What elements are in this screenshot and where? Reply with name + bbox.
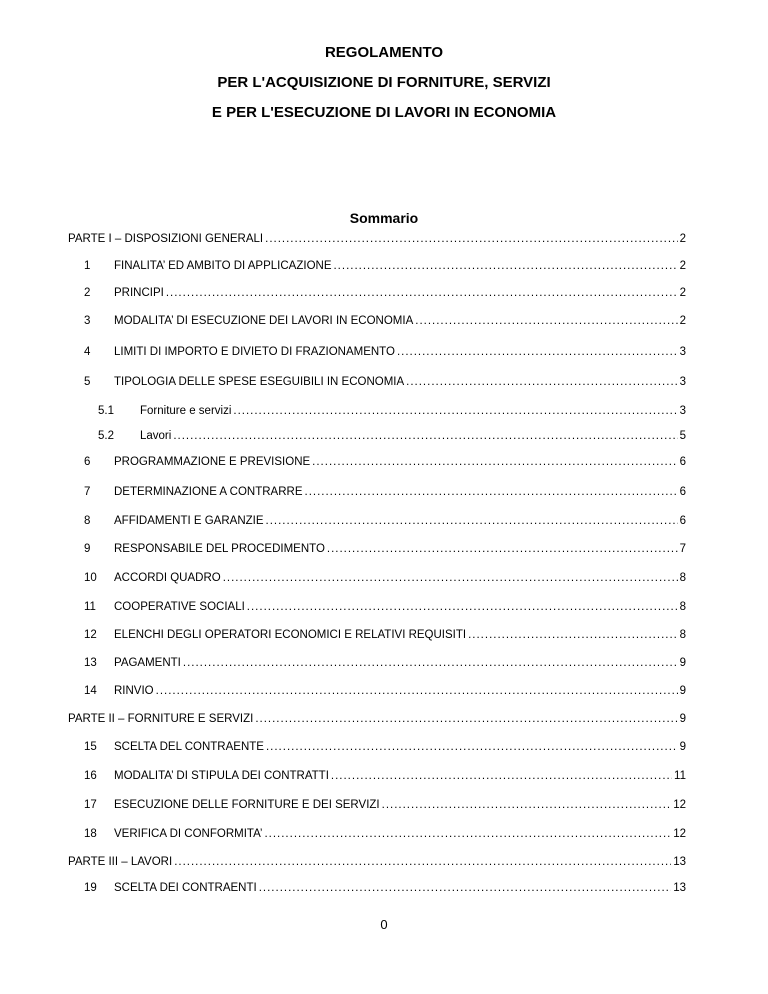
toc-entry-number: 7 bbox=[84, 486, 91, 498]
toc-entry-page: 12 bbox=[673, 828, 686, 840]
toc-entry-title: PAGAMENTI bbox=[114, 657, 181, 669]
toc-entry-title: Lavori bbox=[140, 430, 172, 442]
toc-dot-leader bbox=[415, 312, 677, 330]
toc-dot-leader bbox=[166, 284, 678, 302]
toc-dot-leader bbox=[382, 796, 672, 814]
toc-entry[interactable] bbox=[84, 654, 686, 672]
toc-dot-leader bbox=[247, 598, 678, 616]
toc-entry-title: PARTE I – DISPOSIZIONI GENERALI bbox=[68, 233, 264, 245]
toc-entry-title: VERIFICA DI CONFORMITA’ bbox=[114, 828, 263, 840]
toc-entry[interactable] bbox=[84, 796, 686, 814]
toc-entry-number: 17 bbox=[84, 799, 97, 811]
toc-entry-title: ELENCHI DEGLI OPERATORI ECONOMICI E RELATIVI REQUISITI bbox=[114, 629, 467, 641]
toc-entry-page: 6 bbox=[679, 486, 686, 498]
toc-entry-number: 5.1 bbox=[98, 405, 114, 417]
toc-entry-page: 2 bbox=[679, 315, 686, 327]
toc-entry[interactable] bbox=[84, 569, 686, 587]
toc-dot-leader bbox=[468, 626, 678, 644]
toc-entry[interactable] bbox=[98, 427, 686, 445]
toc-entry-page: 3 bbox=[679, 376, 686, 388]
toc-entry-title: COOPERATIVE SOCIALI bbox=[114, 601, 245, 613]
toc-entry[interactable] bbox=[84, 767, 686, 785]
toc-entry-title: PRINCIPI bbox=[114, 287, 164, 299]
toc-entry-number: 6 bbox=[84, 456, 91, 468]
toc-entry[interactable] bbox=[84, 343, 686, 361]
toc-dot-leader bbox=[255, 710, 677, 728]
toc-entry-number: 8 bbox=[84, 515, 91, 527]
toc-entry-title: MODALITA’ DI ESECUZIONE DEI LAVORI IN ECONOMIA bbox=[114, 315, 414, 327]
toc-dot-leader bbox=[327, 540, 678, 558]
toc-entry-page: 3 bbox=[679, 405, 686, 417]
toc-entry-title: TIPOLOGIA DELLE SPESE ESEGUIBILI IN ECONOMIA bbox=[114, 376, 405, 388]
toc-dot-leader bbox=[223, 569, 678, 587]
toc-entry-number: 16 bbox=[84, 770, 97, 782]
toc-entry-number: 5 bbox=[84, 376, 91, 388]
toc-dot-leader bbox=[333, 257, 677, 275]
toc-entry-title: AFFIDAMENTI E GARANZIE bbox=[114, 515, 264, 527]
toc-entry[interactable] bbox=[84, 257, 686, 275]
toc-entry-number: 12 bbox=[84, 629, 97, 641]
toc-entry-page: 11 bbox=[674, 770, 686, 782]
toc-dot-leader bbox=[331, 767, 672, 785]
toc-entry[interactable] bbox=[68, 230, 686, 248]
toc-entry-title: RESPONSABILE DEL PROCEDIMENTO bbox=[114, 543, 325, 555]
toc-entry[interactable] bbox=[84, 512, 686, 530]
toc-dot-leader bbox=[265, 230, 677, 248]
toc-entry-number: 1 bbox=[84, 260, 91, 272]
title-line-2: PER L'ACQUISIZIONE DI FORNITURE, SERVIZI bbox=[217, 74, 551, 91]
toc-entry-page: 8 bbox=[679, 629, 686, 641]
table-of-contents bbox=[0, 230, 768, 950]
toc-entry-page: 7 bbox=[679, 543, 686, 555]
toc-entry-title: MODALITA’ DI STIPULA DEI CONTRATTI bbox=[114, 770, 329, 782]
toc-dot-leader bbox=[266, 512, 678, 530]
toc-entry-number: 14 bbox=[84, 685, 97, 697]
toc-entry[interactable] bbox=[84, 879, 686, 897]
toc-entry-page: 2 bbox=[679, 233, 686, 245]
toc-entry[interactable] bbox=[84, 373, 686, 391]
toc-entry[interactable] bbox=[84, 453, 686, 471]
title-line-1: REGOLAMENTO bbox=[324, 44, 444, 61]
toc-entry-number: 9 bbox=[84, 543, 91, 555]
toc-entry-number: 19 bbox=[84, 882, 97, 894]
toc-dot-leader bbox=[233, 402, 677, 420]
toc-entry[interactable] bbox=[84, 825, 686, 843]
toc-entry-page: 9 bbox=[679, 657, 686, 669]
toc-entry[interactable] bbox=[84, 738, 686, 756]
toc-dot-leader bbox=[264, 825, 671, 843]
toc-entry-page: 12 bbox=[673, 799, 686, 811]
toc-entry-number: 11 bbox=[84, 601, 96, 613]
toc-heading: Sommario bbox=[349, 210, 419, 226]
toc-entry-page: 3 bbox=[679, 346, 686, 358]
toc-dot-leader bbox=[173, 427, 677, 445]
toc-dot-leader bbox=[397, 343, 678, 361]
toc-dot-leader bbox=[312, 453, 677, 471]
toc-dot-leader bbox=[174, 853, 671, 871]
toc-entry-number: 15 bbox=[84, 741, 97, 753]
toc-entry-title: SCELTA DEL CONTRAENTE bbox=[114, 741, 264, 753]
toc-entry-page: 9 bbox=[679, 741, 686, 753]
toc-entry-page: 13 bbox=[673, 882, 686, 894]
document-title bbox=[0, 38, 768, 128]
toc-entry-title: ESECUZIONE DELLE FORNITURE E DEI SERVIZI bbox=[114, 799, 380, 811]
toc-dot-leader bbox=[259, 879, 671, 897]
toc-entry[interactable] bbox=[84, 483, 686, 501]
toc-entry-number: 2 bbox=[84, 287, 91, 299]
toc-entry-title: SCELTA DEI CONTRAENTI bbox=[114, 882, 257, 894]
toc-dot-leader bbox=[266, 738, 678, 756]
toc-entry[interactable] bbox=[84, 284, 686, 302]
toc-entry-page: 6 bbox=[679, 456, 686, 468]
toc-entry-page: 2 bbox=[679, 287, 686, 299]
toc-entry[interactable] bbox=[68, 710, 686, 728]
toc-dot-leader bbox=[156, 682, 678, 700]
toc-entry-page: 2 bbox=[679, 260, 686, 272]
toc-entry-number: 18 bbox=[84, 828, 97, 840]
toc-entry-page: 6 bbox=[679, 515, 686, 527]
toc-entry-title: PARTE III – LAVORI bbox=[68, 856, 173, 868]
toc-entry-title: PROGRAMMAZIONE E PREVISIONE bbox=[114, 456, 311, 468]
toc-entry[interactable] bbox=[98, 402, 686, 420]
toc-entry-title: PARTE II – FORNITURE E SERVIZI bbox=[68, 713, 254, 725]
toc-dot-leader bbox=[406, 373, 677, 391]
toc-entry-page: 8 bbox=[679, 572, 686, 584]
toc-entry-title: FINALITA’ ED AMBITO DI APPLICAZIONE bbox=[114, 260, 332, 272]
toc-entry-page: 5 bbox=[679, 430, 686, 442]
toc-entry-title: LIMITI DI IMPORTO E DIVIETO DI FRAZIONAMENTO bbox=[114, 346, 395, 358]
toc-dot-leader bbox=[183, 654, 678, 672]
title-line-3: E PER L'ESECUZIONE DI LAVORI IN ECONOMIA bbox=[211, 104, 557, 121]
toc-entry-number: 4 bbox=[84, 346, 91, 358]
toc-entry-page: 13 bbox=[673, 856, 686, 868]
toc-entry-number: 3 bbox=[84, 315, 91, 327]
toc-entry-page: 9 bbox=[679, 713, 686, 725]
toc-entry[interactable] bbox=[84, 312, 686, 330]
toc-entry[interactable] bbox=[84, 598, 686, 616]
toc-entry[interactable] bbox=[68, 853, 686, 871]
toc-entry-number: 13 bbox=[84, 657, 97, 669]
toc-entry[interactable] bbox=[84, 626, 686, 644]
toc-entry-number: 10 bbox=[84, 572, 97, 584]
toc-entry[interactable] bbox=[84, 540, 686, 558]
toc-entry-title: Forniture e servizi bbox=[140, 405, 232, 417]
toc-entry-title: RINVIO bbox=[114, 685, 154, 697]
toc-dot-leader bbox=[305, 483, 678, 501]
toc-entry-title: DETERMINAZIONE A CONTRARRE bbox=[114, 486, 303, 498]
toc-entry-title: ACCORDI QUADRO bbox=[114, 572, 221, 584]
toc-entry-page: 8 bbox=[679, 601, 686, 613]
toc-entry-number: 5.2 bbox=[98, 430, 114, 442]
page-number: 0 bbox=[380, 917, 388, 932]
toc-entry[interactable] bbox=[84, 682, 686, 700]
toc-entry-page: 9 bbox=[679, 685, 686, 697]
